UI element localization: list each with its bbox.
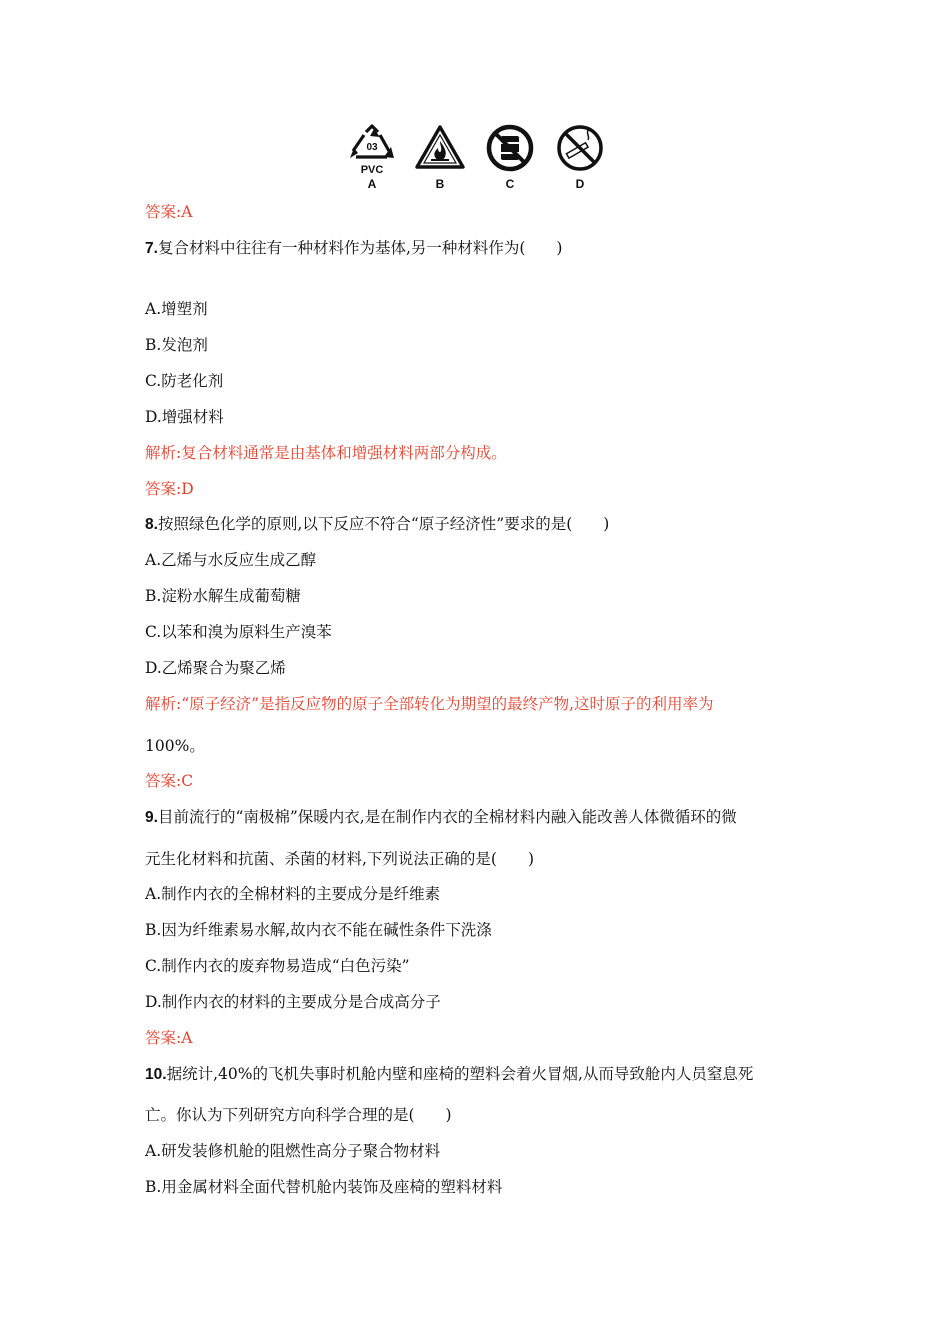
icon-label-c: C: [505, 177, 515, 191]
pvc-code-text: 03: [366, 142, 378, 153]
explanation-8-line-2: 100%。: [145, 737, 205, 755]
icon-label-a: A: [367, 177, 377, 191]
question-8-text: 按照绿色化学的原则,以下反应不符合“原子经济性”要求的是( ): [157, 515, 610, 533]
question-10-option-a: A.研发装修机舱的阻燃性高分子聚合物材料: [145, 1142, 441, 1160]
question-9-option-c: C.制作内衣的废弃物易造成“白色污染”: [145, 957, 410, 975]
icon-label-b: B: [435, 177, 445, 191]
answer-9: 答案:A: [145, 1029, 193, 1047]
recycle-pvc-icon: [344, 124, 400, 194]
question-9: [145, 807, 737, 828]
question-9-option-a: A.制作内衣的全棉材料的主要成分是纤维素: [145, 885, 441, 903]
question-9-option-b: B.因为纤维素易水解,故内衣不能在碱性条件下洗涤: [145, 921, 492, 939]
answer-8: 答案:C: [145, 772, 194, 790]
question-9-number: 9.: [145, 809, 158, 826]
symbol-icons-row: [344, 124, 608, 194]
question-7-number: 7.: [145, 240, 158, 257]
answer-7: 答案:D: [145, 480, 194, 498]
question-7: [145, 238, 562, 259]
question-10-option-b: B.用金属材料全面代替机舱内装饰及座椅的塑料材料: [145, 1178, 503, 1196]
question-8-option-a: A.乙烯与水反应生成乙醇: [145, 551, 317, 569]
question-9-text: 目前流行的“南极棉”保暖内衣,是在制作内衣的全棉材料内融入能改善人体微循环的微: [157, 808, 737, 826]
question-7-option-c: C.防老化剂: [145, 372, 224, 390]
answer-6: 答案:A: [145, 203, 193, 221]
explanation-7: 解析:复合材料通常是由基体和增强材料两部分构成。: [145, 444, 507, 462]
icon-label-d: D: [575, 177, 585, 191]
question-10-text: 据统计,40%的飞机失事时机舱内壁和座椅的塑料会着火冒烟,从而导致舱内人员窒息死: [166, 1065, 754, 1083]
question-9-option-d: D.制作内衣的材料的主要成分是合成高分子: [145, 993, 441, 1011]
pvc-text: PVC: [360, 164, 384, 176]
question-7-text: 复合材料中往往有一种材料作为基体,另一种材料作为( ): [157, 239, 563, 257]
question-7-option-d: D.增强材料: [145, 408, 224, 426]
question-10: [145, 1064, 753, 1085]
question-10-number: 10.: [145, 1066, 167, 1083]
question-9-continued: 元生化材料和抗菌、杀菌的材料,下列说法正确的是( ): [145, 850, 535, 868]
explanation-8-line-1: 解析:“原子经济”是指反应物的原子全部转化为期望的最终产物,这时原子的利用率为: [145, 695, 714, 713]
flammable-warning-icon: [412, 124, 468, 194]
question-8-option-b: B.淀粉水解生成葡萄糖: [145, 587, 301, 605]
question-8-option-d: D.乙烯聚合为聚乙烯: [145, 659, 286, 677]
question-8-option-c: C.以苯和溴为原料生产溴苯: [145, 623, 332, 641]
question-7-option-b: B.发泡剂: [145, 336, 208, 354]
no-smoking-barrel-icon: [482, 124, 538, 194]
question-8: [145, 514, 609, 535]
no-smoking-icon: [552, 124, 608, 194]
question-8-number: 8.: [145, 516, 158, 533]
question-7-option-a: A.增塑剂: [145, 300, 208, 318]
question-10-continued: 亡。你认为下列研究方向科学合理的是( ): [145, 1106, 452, 1124]
